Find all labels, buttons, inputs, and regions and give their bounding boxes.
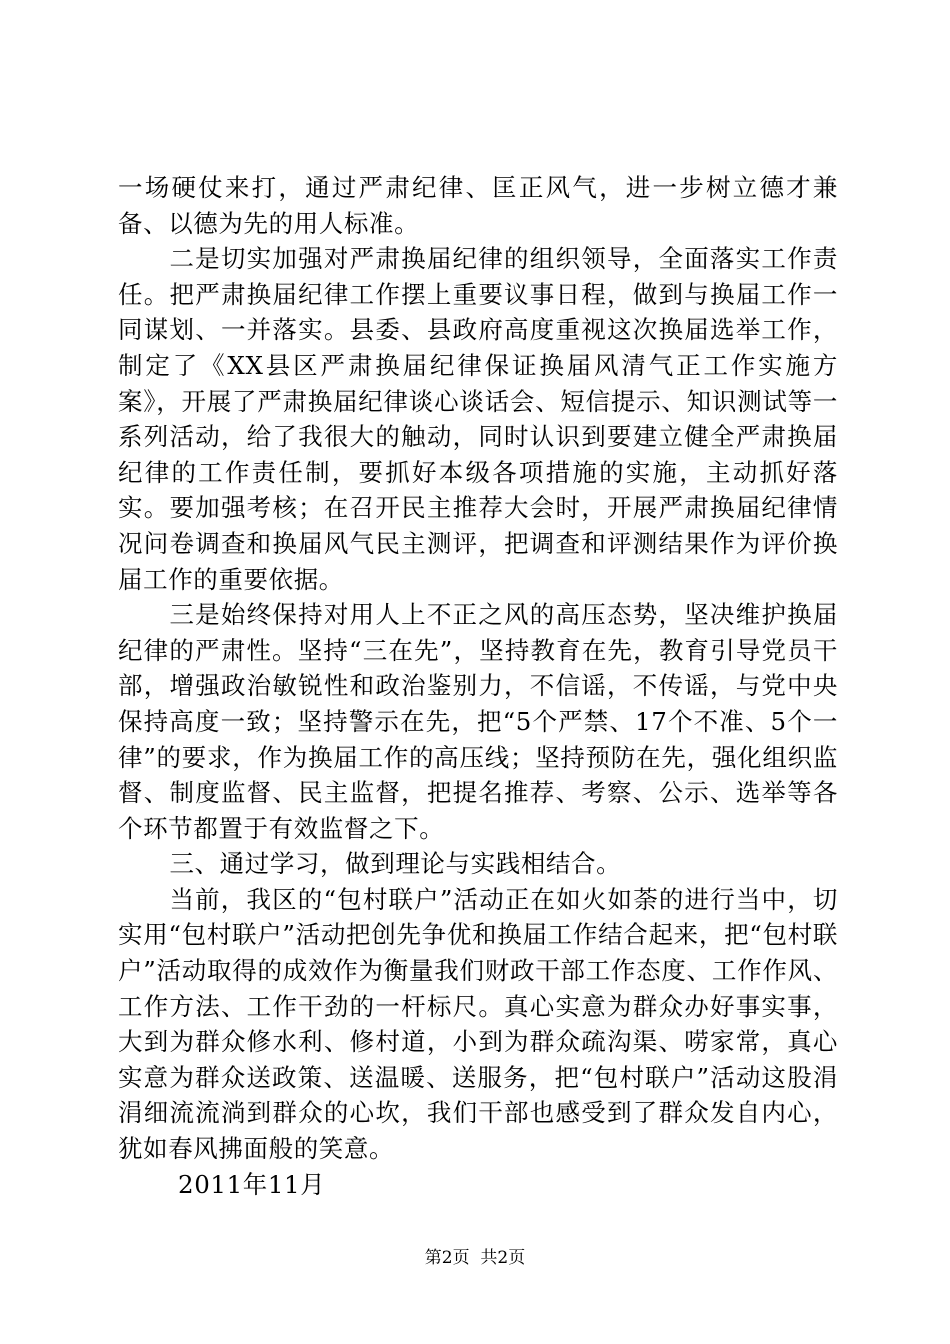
document-date: 2011年11月 [178, 1169, 326, 1199]
paragraph-point-three: 三是始终保持对用人上不正之风的高压态势，坚决维护换届纪律的严肃性。坚持“三在先”，坚持教育在先，教育引导党员干部，增强政治敏锐性和政治鉴别力，不信谣，不传谣，与党中央保持高度一致；坚持警示在先，把“5个严禁、17个不准、5个一律”的要求，作为换届工作的高压线；坚持预防在先，强化组织监督、制度监督、民主监督，把提名推荐、考察、公示、选举等各个环节都置于有效监督之下。 [118, 600, 838, 843]
paragraph-practice: 当前，我区的“包村联户”活动正在如火如荼的进行当中，切实用“包村联户”活动把创先争优和换届工作结合起来，把“包村联户”活动取得的成效作为衡量我们财政干部工作态度、工作作风、工作方法、工作干劲的一杆标尺。真心实意为群众办好事实事，大到为群众修水利、修村道，小到为群众疏沟渠、唠家常，真心实意为群众送政策、送温暖、送服务，把“包村联户”活动这股涓涓细流流淌到群众的心坎，我们干部也感受到了群众发自内心，犹如春风拂面般的笑意。 [118, 884, 838, 1164]
page-total: 共2页 [480, 1248, 526, 1268]
paragraph-point-two: 二是切实加强对严肃换届纪律的组织领导，全面落实工作责任。把严肃换届纪律工作摆上重要议事日程，做到与换届工作一同谋划、一并落实。县委、县政府高度重视这次换届选举工作，制定了《XX县区严肃换届纪律保证换届风清气正工作实施方案》，开展了严肃换届纪律谈心谈话会、短信提示、知识测试等一系列活动，给了我很大的触动，同时认识到要建立健全严肃换届纪律的工作责任制，要抓好本级各项措施的实施，主动抓好落实。要加强考核；在召开民主推荐大会时，开展严肃换届纪律情况问卷调查和换届风气民主测评，把调查和评测结果作为评价换届工作的重要依据。 [118, 244, 838, 594]
page-number: 第2页 [424, 1248, 470, 1268]
paragraph-continuation: 一场硬仗来打，通过严肃纪律、匡正风气，进一步树立德才兼备、以德为先的用人标准。 [118, 173, 838, 238]
page-footer [0, 1247, 950, 1269]
section-heading-three: 三、通过学习，做到理论与实践相结合。 [169, 849, 622, 879]
document-body [118, 170, 838, 1202]
